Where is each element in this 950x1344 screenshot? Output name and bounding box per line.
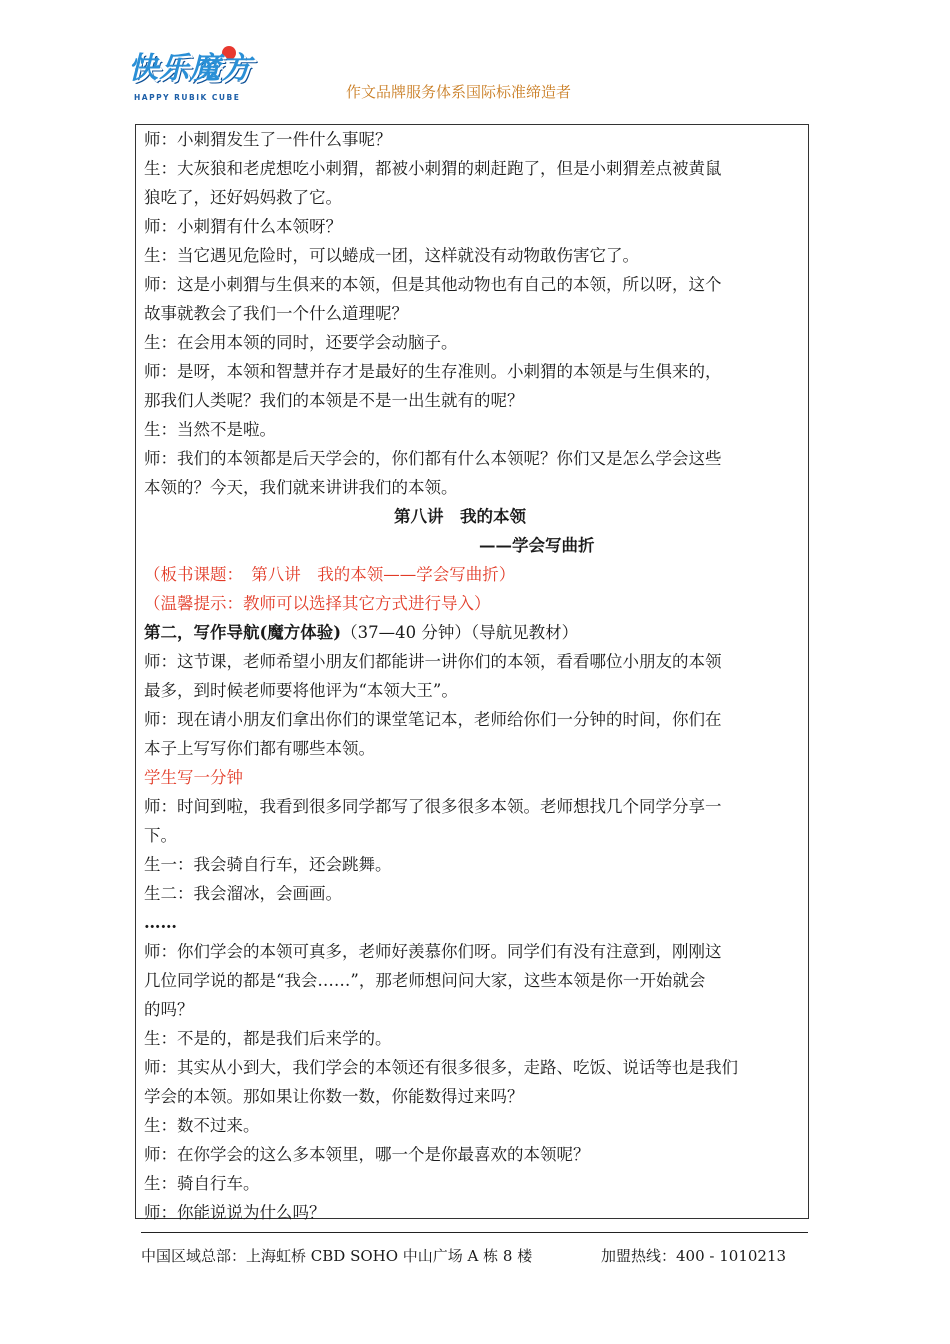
logo-text: 快乐魔方 [128, 51, 252, 86]
transcript-line: 最多，到时候老师要将他评为“本领大王”。 [144, 681, 458, 700]
footer-address: 中国区域总部：上海虹桥 CBD SOHO 中山广场 A 栋 8 楼 [141, 1247, 533, 1265]
transcript-line: 生：当然不是啦。 [144, 420, 276, 439]
transcript-line: 师：在你学会的这么多本领里，哪一个是你最喜欢的本领呢？ [144, 1145, 590, 1164]
transcript-line: 师：是呀，本领和智慧并存才是最好的生存准则。小刺猬的本领是与生俱来的， [144, 362, 722, 381]
transcript-line: 故事就教会了我们一个什么道理呢？ [144, 304, 408, 323]
transcript-line: 狼吃了，还好妈妈救了它。 [144, 188, 342, 207]
transcript-line: 师：小刺猬有什么本领呀？ [144, 217, 342, 236]
transcript-line [144, 618, 804, 647]
transcript-line: 第八讲 我的本领 [394, 507, 526, 526]
transcript-line: 生：数不过来。 [144, 1116, 260, 1135]
transcript-line: 生一：我会骑自行车，还会跳舞。 [144, 855, 392, 874]
transcript-line: 师：我们的本领都是后天学会的，你们都有什么本领呢？你们又是怎么学会这些 [144, 449, 722, 468]
brand-logo [128, 46, 258, 106]
transcript-line: 生：当它遇见危险时，可以蜷成一团，这样就没有动物敢伤害它了。 [144, 246, 639, 265]
transcript-line: 学会的本领。那如果让你数一数，你能数得过来吗？ [144, 1087, 524, 1106]
transcript-line: ——学会写曲折 [479, 536, 595, 555]
transcript-line: 生：骑自行车。 [144, 1174, 260, 1193]
lesson-content-box [135, 124, 809, 1222]
transcript-line: 的吗？ [144, 1000, 194, 1019]
transcript-line: 本子上写写你们都有哪些本领。 [144, 739, 375, 758]
transcript-line: 师：小刺猬发生了一件什么事呢？ [144, 130, 392, 149]
transcript-line: 师：现在请小朋友们拿出你们的课堂笔记本，老师给你们一分钟的时间，你们在 [144, 710, 722, 729]
transcript-line: 师：你能说说为什么吗？ [144, 1203, 326, 1222]
logo-subtitle: HAPPY RUBIK CUBE [134, 93, 241, 102]
transcript-line: 师：其实从小到大，我们学会的本领还有很多很多，走路、吃饭、说话等也是我们 [144, 1058, 738, 1077]
page-footer [141, 1243, 808, 1269]
footer-divider [141, 1232, 808, 1233]
transcript-line: 生二：我会溜冰，会画画。 [144, 884, 342, 903]
transcript-line: 师：这节课，老师希望小朋友们都能讲一讲你们的本领，看看哪位小朋友的本领 [144, 652, 722, 671]
transcript-line: 师：时间到啦，我看到很多同学都写了很多很多本领。老师想找几个同学分享一 [144, 797, 722, 816]
transcript-line: …… [144, 913, 177, 932]
transcript-line: （板书课题： 第八讲 我的本领——学会写曲折） [144, 565, 516, 584]
transcript-line: 生：在会用本领的同时，还要学会动脑子。 [144, 333, 458, 352]
section-heading: 第二，写作导航(魔方体验) [144, 623, 342, 642]
transcript-line: （温馨提示：教师可以选择其它方式进行导入） [144, 594, 491, 613]
transcript-line: 本领的？今天，我们就来讲讲我们的本领。 [144, 478, 458, 497]
transcript-line: 几位同学说的都是“我会……”，那老师想问问大家，这些本领是你一开始就会 [144, 971, 706, 990]
transcript-line: 下。 [144, 826, 177, 845]
lesson-transcript [144, 125, 804, 1227]
footer-hotline: 加盟热线：400 - 1010213 [601, 1247, 787, 1265]
transcript-line: 师：这是小刺猬与生俱来的本领，但是其他动物也有自己的本领，所以呀，这个 [144, 275, 722, 294]
header-slogan: 作文品牌服务体系国际标准缔造者 [346, 83, 572, 101]
transcript-line: 生：不是的，都是我们后来学的。 [144, 1029, 392, 1048]
transcript-line: 生：大灰狼和老虎想吃小刺猬，都被小刺猬的刺赶跑了，但是小刺猬差点被黄鼠 [144, 159, 722, 178]
page-header [0, 0, 950, 124]
section-duration: （37—40 分钟）（导航见教材） [341, 623, 579, 642]
transcript-line: 学生写一分钟 [144, 768, 243, 787]
transcript-line: 师：你们学会的本领可真多，老师好羡慕你们呀。同学们有没有注意到，刚刚这 [144, 942, 722, 961]
transcript-line: 那我们人类呢？我们的本领是不是一出生就有的呢？ [144, 391, 524, 410]
